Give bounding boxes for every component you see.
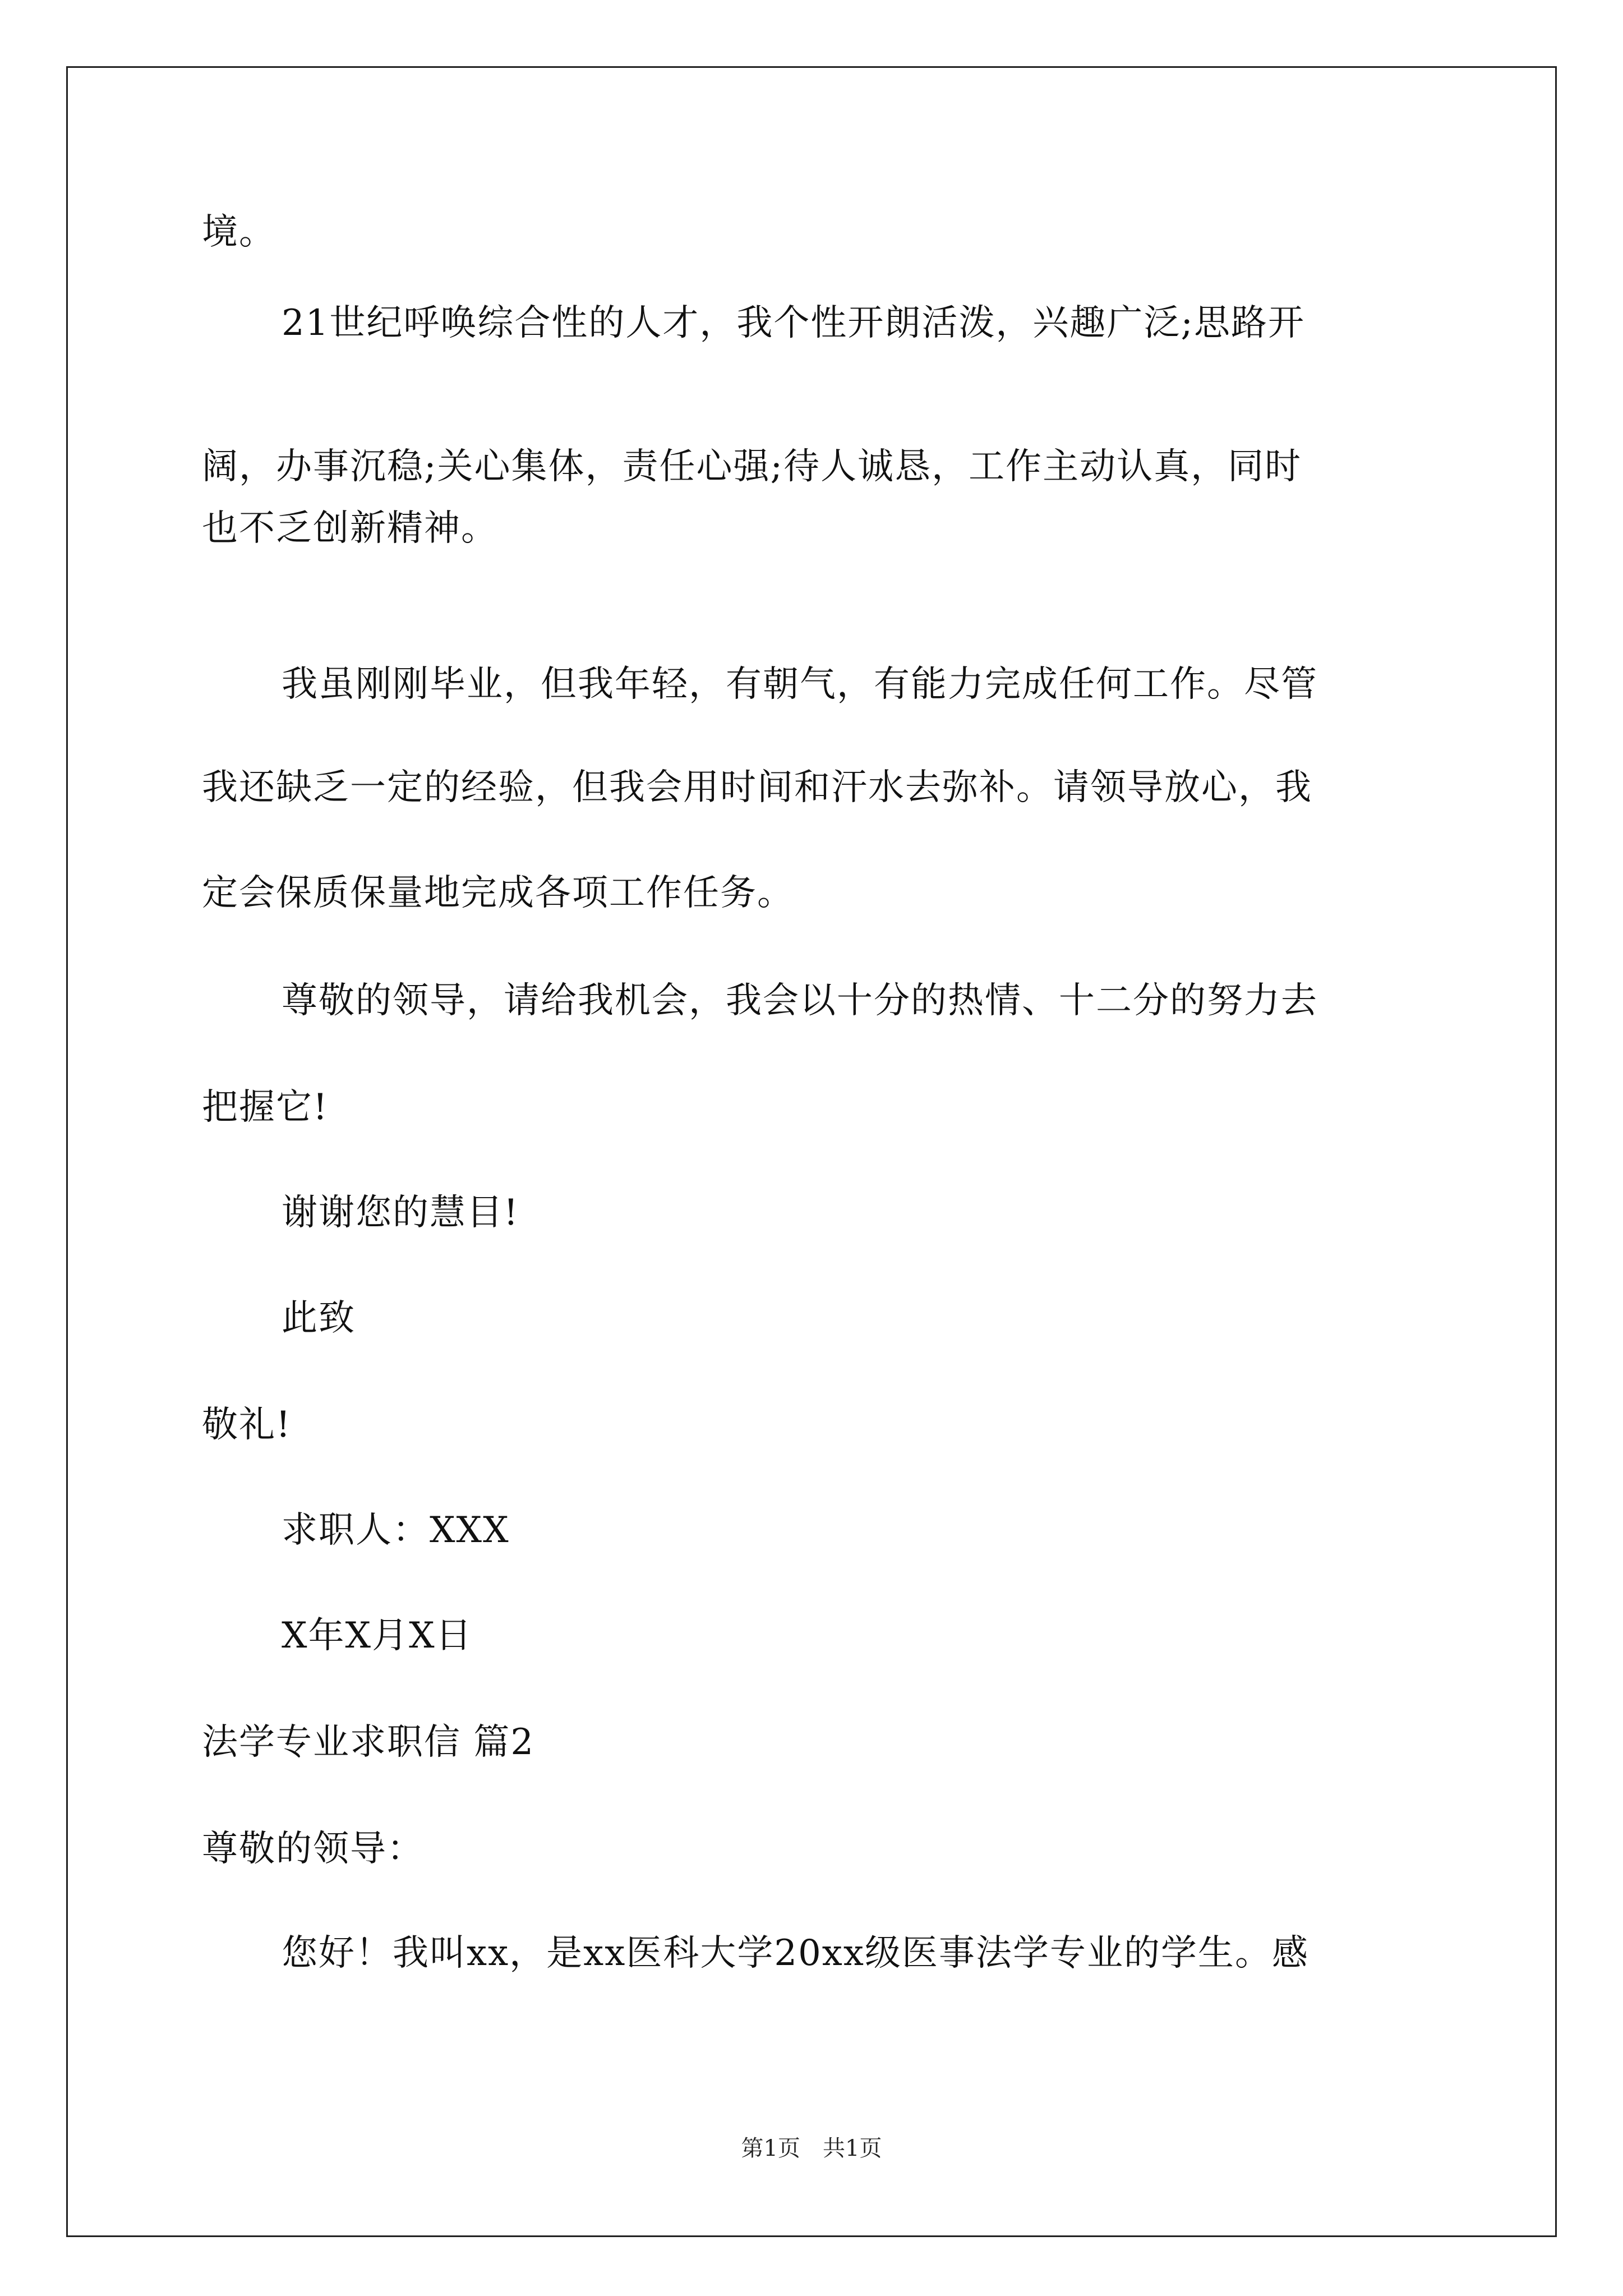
text-line: 谢谢您的慧目! xyxy=(282,1192,519,1234)
text-line: 尊敬的领导，请给我机会，我会以十分的热情、十二分的努力去 xyxy=(282,980,1318,1022)
page-footer: 第1页 共1页 xyxy=(741,2136,882,2161)
text-line: 把握它! xyxy=(202,1087,329,1128)
text-line: 也不乏创新精神。 xyxy=(202,508,498,549)
text-line: 此致 xyxy=(282,1297,356,1339)
text-line: 定会保质保量地完成各项工作任务。 xyxy=(202,872,794,914)
page-border xyxy=(66,66,1557,2237)
text-line: 阔，办事沉稳;关心集体，责任心强;待人诚恳，工作主动认真，同时 xyxy=(202,446,1302,487)
text-line: 我还缺乏一定的经验，但我会用时间和汗水去弥补。请领导放心，我 xyxy=(202,767,1312,808)
salutation: 尊敬的领导： xyxy=(202,1828,424,1870)
text-line: X年X月X日 xyxy=(282,1615,473,1657)
text-line: 求职人：XXX xyxy=(282,1510,510,1551)
text-line: 您好！我叫xx，是xx医科大学20xx级医事法学专业的学生。感 xyxy=(282,1932,1309,1974)
text-line: 我虽刚刚毕业，但我年轻，有朝气，有能力完成任何工作。尽管 xyxy=(282,664,1318,705)
text-line: 敬礼! xyxy=(202,1404,292,1446)
section-heading: 法学专业求职信 篇2 xyxy=(202,1722,535,1763)
text-line: 21世纪呼唤综合性的人才，我个性开朗活泼，兴趣广泛;思路开 xyxy=(282,302,1305,344)
text-line: 境。 xyxy=(202,211,276,253)
